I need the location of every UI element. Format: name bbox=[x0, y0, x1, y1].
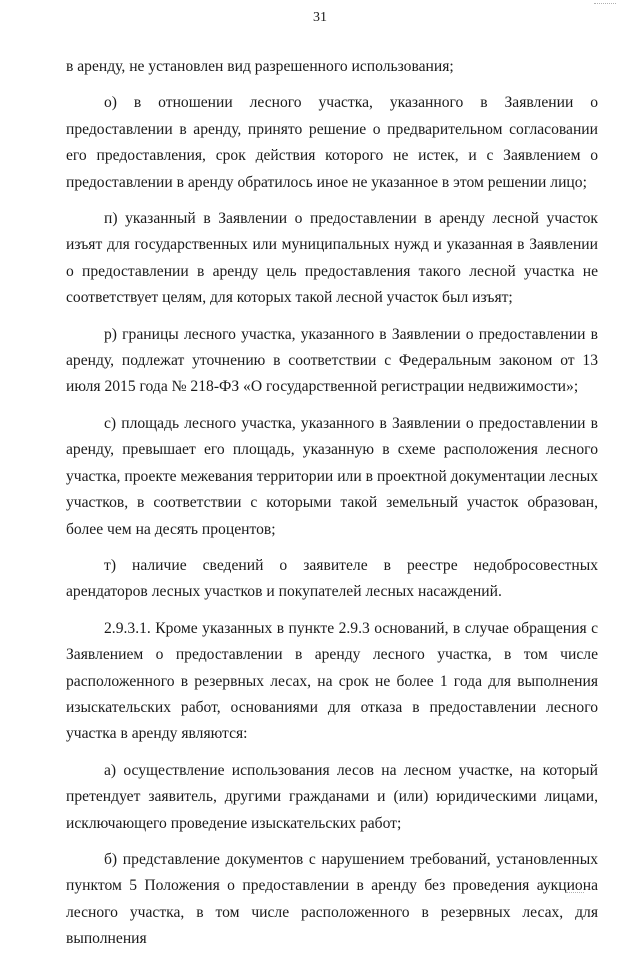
paragraph-item-p: п) указанный в Заявлении о предоставлении в аренду лесной участок изъят для государственных или муниципальных нужд и указанная в Заявлении о предоставлении в аренду цель предоставления такого лесной участка не соответствует целям, для которых такой лесной участок был изъят; bbox=[66, 210, 598, 307]
paragraph-continuation: в аренду, не установлен вид разрешенного использования; bbox=[66, 58, 454, 75]
paragraph-item-a: а) осуществление использования лесов на лесном участке, на который претендует заявитель, другими гражданами и (или) юридическими лицами, исключающего проведение изыскательских работ; bbox=[66, 761, 598, 832]
paragraph-item-b: б) представление документов с нарушением требований, установленных пунктом 5 Положения о предоставлении в аренду без проведения аукциона лесного участка, в том числе расположенного в резервных лесах, для выполнения bbox=[66, 850, 598, 948]
paragraph-item-t: т) наличие сведений о заявителе в реестре недобросовестных арендаторов лесных участков и покупателей лесных насаждений. bbox=[66, 556, 598, 601]
paragraph-item-r: р) границы лесного участка, указанного в Заявлении о предоставлении в аренду, подлежат уточнению в соответствии с Федеральным законом от 13 июля 2015 года № 218-ФЗ «О государственной регистрации недвижимости»; bbox=[66, 325, 598, 396]
document-body bbox=[66, 54, 598, 953]
scan-artifact-top bbox=[594, 3, 616, 6]
scan-artifact-bottom bbox=[566, 892, 584, 895]
paragraph-clause-2-9-3-1: 2.9.3.1. Кроме указанных в пункте 2.9.3 оснований, в случае обращения с Заявлением о предоставлении в аренду лесного участка, в том числе расположенного в резервных лесах, на срок не более 1 года для выполнения изыскательских работ, основаниями для отказа в предоставлении лесного участка в аренду являются: bbox=[66, 619, 598, 743]
paragraph-item-s: с) площадь лесного участка, указанного в Заявлении о предоставлении в аренду, превышает его площадь, указанную в схеме расположения лесного участка, проекте межевания территории или в проектной документации лесных участков, в соответствии с которыми такой земельный участок образован, более чем на десять процентов; bbox=[66, 414, 598, 538]
paragraph-item-o: о) в отношении лесного участка, указанного в Заявлении о предоставлении в аренду, принято решение о предварительном согласовании его предоставления, срок действия которого не истек, и с Заявлением о предоставлении в аренду обратилось иное не указанное в этом решении лицо; bbox=[66, 94, 598, 191]
page-number: 31 bbox=[313, 10, 327, 25]
